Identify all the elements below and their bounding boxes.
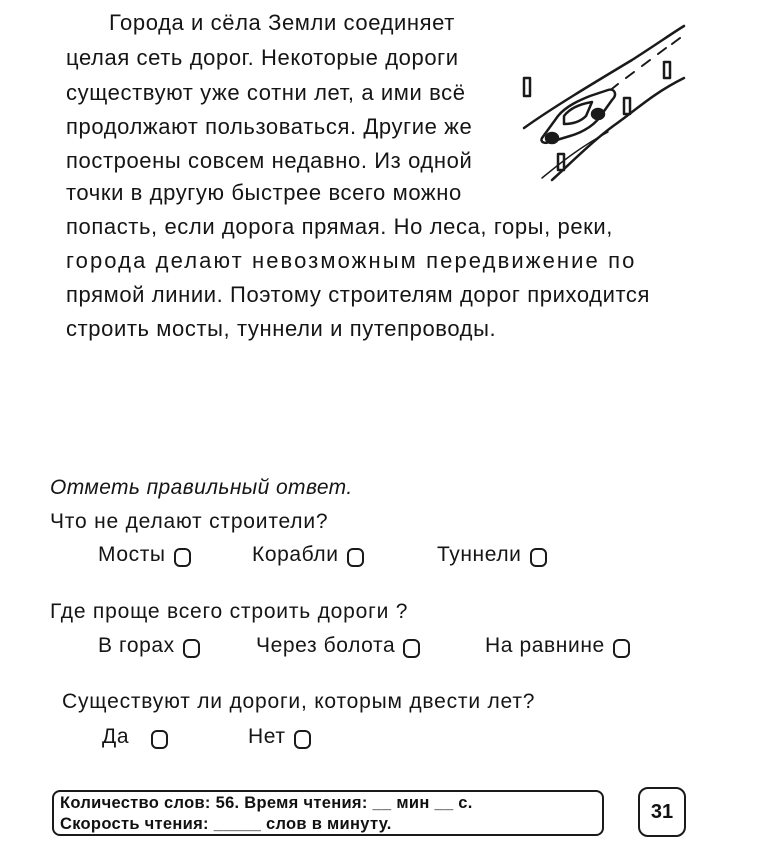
page-number: 31 [638, 787, 686, 837]
checkbox[interactable] [151, 730, 168, 749]
checkbox[interactable] [174, 548, 191, 567]
option-label: Да [102, 725, 130, 748]
q2-option-3[interactable] [485, 634, 630, 658]
reading-stats-box [52, 790, 604, 836]
option-label: Туннели [437, 543, 522, 566]
text-line-8: города делают невозможным передвижение по [66, 248, 637, 273]
text-line-6: точки в другую быстрее всего можно [66, 180, 462, 205]
text-line-9: прямой линии. Поэтому строителям дорог приходится [66, 282, 651, 307]
q1-option-2[interactable] [252, 543, 364, 567]
checkbox[interactable] [183, 639, 200, 658]
q3-option-2[interactable] [248, 725, 311, 749]
option-label: Мосты [98, 543, 166, 566]
option-label: В горах [98, 634, 175, 657]
q2-option-1[interactable] [98, 634, 200, 658]
option-label: Через болота [256, 634, 396, 657]
text-line-4: продолжают пользоваться. Другие же [66, 114, 473, 139]
checkbox[interactable] [294, 730, 311, 749]
q1-option-1[interactable] [98, 543, 191, 567]
q2-option-2[interactable] [256, 634, 420, 658]
text-line-1: Города и сёла Земли соединяет [109, 10, 455, 35]
question-1: Что не делают строители? [50, 510, 329, 533]
text-line-10: строить мосты, туннели и путепроводы. [66, 316, 497, 341]
checkbox[interactable] [347, 548, 364, 567]
question-3: Существуют ли дороги, которым двести лет? [62, 690, 536, 713]
option-label: На равнине [485, 634, 605, 657]
text-line-7: попасть, если дорога прямая. Но леса, горы, реки, [66, 214, 613, 239]
option-label: Корабли [252, 543, 339, 566]
reading-speed-line: Скорость чтения: _____ слов в минуту. [60, 815, 392, 833]
word-count-line: Количество слов: 56. Время чтения: __ мин __ с. [60, 794, 473, 812]
checkbox[interactable] [403, 639, 420, 658]
option-label: Нет [248, 725, 286, 748]
quiz-instruction: Отметь правильный ответ. [50, 476, 353, 499]
road-with-car-icon [512, 20, 692, 190]
checkbox[interactable] [613, 639, 630, 658]
text-line-5: построены совсем недавно. Из одной [66, 148, 473, 173]
q3-option-1[interactable] [102, 725, 168, 749]
text-line-3: существуют уже сотни лет, а ими всё [66, 80, 466, 105]
text-line-2: целая сеть дорог. Некоторые дороги [66, 45, 459, 70]
question-2: Где проще всего строить дороги ? [50, 600, 409, 623]
q1-option-3[interactable] [437, 543, 547, 567]
checkbox[interactable] [530, 548, 547, 567]
